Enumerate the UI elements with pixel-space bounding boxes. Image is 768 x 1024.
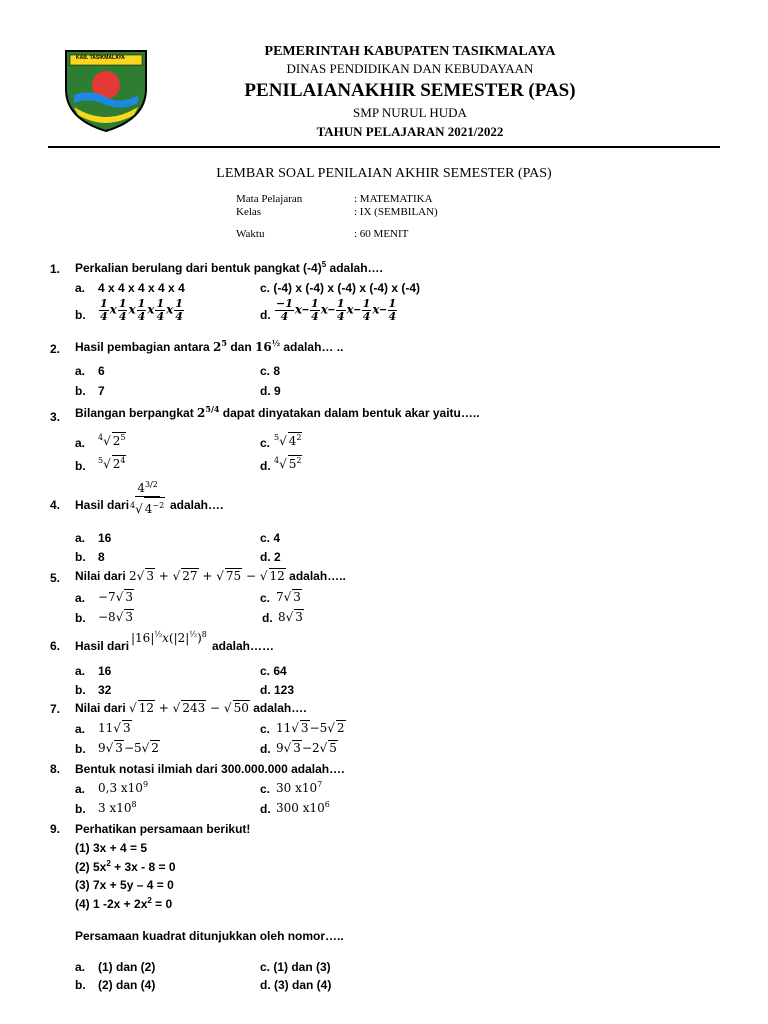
q6-number: 6. [50, 639, 61, 653]
q1-option-d-label: d. [260, 308, 271, 322]
q2-option-b-label: b. [75, 384, 86, 398]
sheet-title: LEMBAR SOAL PENILAIAN AKHIR SEMESTER (PAS) [216, 166, 552, 181]
q1-number: 1. [50, 262, 61, 276]
q9-option-b: (2) dan (4) [98, 978, 156, 992]
q6-option-d: d. 123 [260, 683, 295, 697]
q8-text: Bentuk notasi ilmiah dari 300.000.000 adalah…. [75, 762, 345, 776]
q1-option-a: 4 x 4 x 4 x 4 x 4 [98, 281, 185, 295]
q9-number: 9. [50, 822, 61, 836]
q6-option-c: c. 64 [260, 664, 287, 678]
subject-value: : MATEMATIKA [354, 193, 433, 205]
q7-option-d-label: d. [260, 742, 271, 756]
q4-suffix: adalah…. [170, 498, 224, 512]
header-year: TAHUN PELAJARAN 2021/2022 [316, 124, 504, 139]
header-government: PEMERINTAH KABUPATEN TASIKMALAYA [264, 44, 556, 59]
q8-option-b-label: b. [75, 802, 86, 816]
q9-option-d: d. (3) dan (4) [260, 978, 332, 992]
time-label: Waktu [236, 228, 265, 240]
class-label: Kelas [236, 206, 262, 218]
q9-prompt: Persamaan kuadrat ditunjukkan oleh nomor….. [75, 929, 344, 943]
q7-option-b: 9√ 3−5√ 2 [98, 741, 159, 755]
q9-equation-3: (3) 7x + 5y – 4 = 0 [75, 878, 174, 892]
q2-option-a-label: a. [75, 364, 86, 378]
q8-number: 8. [50, 762, 61, 776]
q1-option-d: $\frac{-1}{4}$ x− $\frac{1}{4}$ x− $\frac{1}{4}$ x− $\frac{1}{4}$ x− $\frac{1}{4}$ [276, 297, 397, 323]
q5-option-d-label: d. [262, 611, 273, 625]
q4-label: Hasil dari [75, 498, 130, 512]
q2-text: Hasil pembagian antara $2^5$ dan $16^{\frac{1}{2}}$ adalah… .. [75, 338, 344, 354]
q9-equation-4: (4) 1 $-2x + 2x^2 = 0$ [75, 896, 173, 911]
q1-option-b: $\frac{1}{4}$ x $\frac{1}{4}$ x $\frac{1}{4}$ x $\frac{1}{4}$ x $\frac{1}{4}$ [100, 297, 183, 323]
q8-option-a: 0,3 $x10^9$ [98, 780, 149, 795]
q3-option-d-label: d. [260, 459, 271, 473]
q7-option-a-label: a. [75, 722, 86, 736]
q2-option-a: 6 [98, 364, 105, 378]
q7-option-d: 9√ 3−2√ 5 [276, 741, 337, 755]
q4-number: 4. [50, 498, 61, 512]
q7-option-b-label: b. [75, 742, 86, 756]
q7-option-c-label: c. [260, 722, 271, 736]
header-exam-title: PENILAIANAKHIR SEMESTER (PAS) [244, 80, 576, 101]
q8-option-c-label: c. [260, 782, 271, 796]
q4-option-a: 16 [98, 531, 112, 545]
q9-option-c: c. (1) dan (3) [260, 960, 331, 974]
logo-text: KAB. TASIKMALAYA [76, 55, 125, 61]
q7-option-a: 11√ 3 [98, 721, 131, 735]
q6-option-b: 32 [98, 683, 112, 697]
q5-text: Nilai dari 2√ 3 + √ 27 + √ 75 − √ 12 adalah….. [75, 569, 346, 583]
q3-option-a: $^4$√ $2^5$ [98, 433, 126, 448]
q3-option-b: $^5$√ $2^4$ [98, 456, 126, 471]
q5-option-c: 7√ 3 [276, 590, 301, 604]
q7-option-c: 11√ 3−5√ 2 [276, 721, 345, 735]
q6-expression: $|16|^{\frac{1}{2}}x(|2|^{\frac{1}{2}})^8$ [131, 630, 207, 645]
q8-option-a-label: a. [75, 782, 86, 796]
q3-option-d: $^4$√ $5^2$ [274, 456, 302, 471]
q6-suffix: adalah…… [212, 639, 275, 653]
header-department: DINAS PENDIDIKAN DAN KEBUDAYAAN [286, 61, 534, 76]
q5-option-b: −8√ 3 [98, 610, 133, 624]
q5-option-a-label: a. [75, 591, 86, 605]
q6-label: Hasil dari [75, 639, 130, 653]
q2-option-c: c. 8 [260, 364, 281, 378]
q7-number: 7. [50, 702, 61, 716]
header-rule [48, 146, 720, 148]
q8-option-c: 30 $x10^7$ [276, 780, 323, 795]
q2-option-b: 7 [98, 384, 105, 398]
q9-text: Perhatikan persamaan berikut! [75, 822, 251, 836]
q5-option-a: −7√ 3 [98, 590, 133, 604]
subject-label: Mata Pelajaran [236, 193, 303, 205]
q6-option-b-label: b. [75, 683, 86, 697]
q4-option-a-label: a. [75, 531, 86, 545]
q9-equation-2: (2) $5x^2 + 3x - 8 = 0$ [75, 859, 176, 874]
q2-option-d: d. 9 [260, 384, 281, 398]
q7-text: Nilai dari √ 12 + √ 243 − √ 50 adalah…. [75, 701, 307, 715]
q8-option-d: 300 $x10^6$ [276, 800, 330, 815]
q9-option-a: (1) dan (2) [98, 960, 156, 974]
q3-number: 3. [50, 410, 61, 424]
time-value: : 60 MENIT [354, 228, 409, 240]
class-value: : IX (SEMBILAN) [354, 206, 438, 218]
q1-option-b-label: b. [75, 308, 86, 322]
q1-option-c: c. (-4) x (-4) x (-4) x (-4) x (-4) [260, 281, 421, 295]
q3-option-c-label: c. [260, 436, 271, 450]
q3-option-c: $^5$√ $4^2$ [274, 433, 302, 448]
q4-option-b: 8 [98, 550, 105, 564]
q4-option-c: c. 4 [260, 531, 281, 545]
q6-option-a: 16 [98, 664, 112, 678]
header-school: SMP NURUL HUDA [353, 105, 467, 120]
q3-option-a-label: a. [75, 436, 86, 450]
q8-option-d-label: d. [260, 802, 271, 816]
q5-option-d: 8√ 3 [278, 610, 303, 624]
q4-option-b-label: b. [75, 550, 86, 564]
q4-option-d: d. 2 [260, 550, 281, 564]
q5-number: 5. [50, 571, 61, 585]
q1-text: Perkalian berulang dari bentuk pangkat $(-4)^5$ adalah…. [75, 260, 383, 275]
q1-option-a-label: a. [75, 281, 86, 295]
q5-option-b-label: b. [75, 611, 86, 625]
q9-option-a-label: a. [75, 960, 86, 974]
q6-option-a-label: a. [75, 664, 86, 678]
q3-option-b-label: b. [75, 459, 86, 473]
q5-option-c-label: c. [260, 591, 271, 605]
q2-number: 2. [50, 342, 61, 356]
q9-equation-1: (1) 3x + 4 = 5 [75, 841, 148, 855]
q8-option-b: 3 $x10^8$ [98, 800, 137, 815]
regency-logo [60, 45, 152, 135]
q9-option-b-label: b. [75, 978, 86, 992]
q4-expression: $\frac{4^{3/2}}{^4√ 4^{-2}}$ [130, 477, 165, 517]
q3-text: Bilangan berpangkat $2^{5/4}$ dapat dinyatakan dalam bentuk akar yaitu….. [75, 404, 480, 420]
